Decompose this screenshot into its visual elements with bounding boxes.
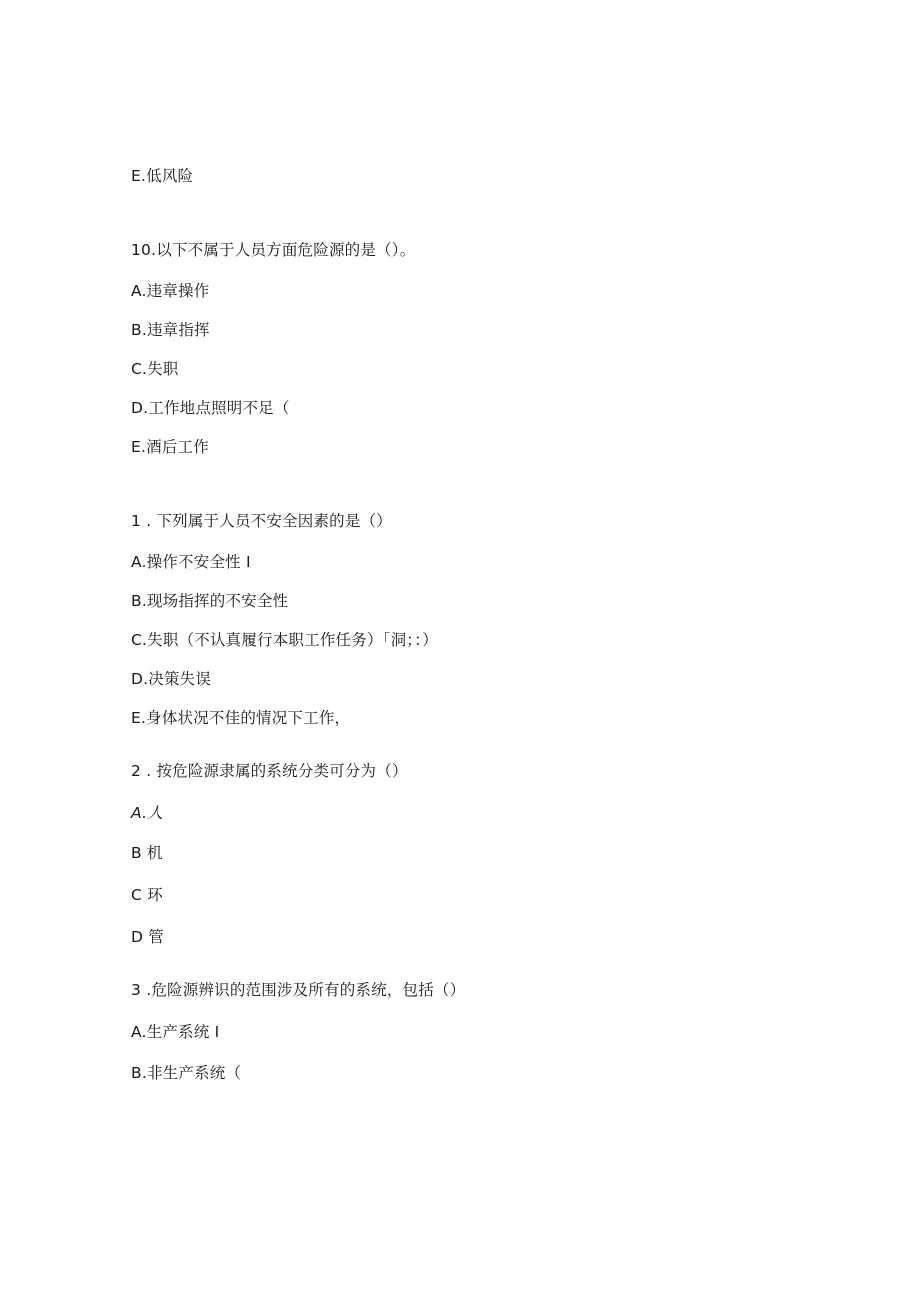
q1-option-a: A.操作不安全性 I <box>131 553 251 571</box>
question-2: 2 . 按危险源隶属的系统分类可分为（） <box>131 762 408 780</box>
q2-option-b: B 机 <box>131 844 163 862</box>
question-3: 3 .危险源辨识的范围涉及所有的系统，包括（） <box>131 981 466 999</box>
q10-option-c: C.失职 <box>131 360 179 378</box>
question-10: 10.以下不属于人员方面危险源的是（）。 <box>131 241 416 259</box>
q10-option-d: D.工作地点照明不足（ <box>131 399 290 417</box>
q1-option-c: C.失职（不认真履行本职工作任务）「洞；：） <box>131 631 438 649</box>
q1-option-d: D.决策失误 <box>131 670 212 688</box>
q3-option-a: A.生产系统 I <box>131 1023 220 1041</box>
q1-option-b: B.现场指挥的不安全性 <box>131 592 289 610</box>
q10-option-b: B.违章指挥 <box>131 321 210 339</box>
option-e-low-risk: E.低风险 <box>131 167 194 185</box>
question-1: 1 . 下列属于人员不安全因素的是（） <box>131 512 392 530</box>
q2-option-d: D 管 <box>131 928 164 946</box>
q2-option-a: A.人 <box>131 804 163 822</box>
q3-option-b: B.非生产系统（ <box>131 1064 242 1082</box>
q10-option-a: A.违章操作 <box>131 282 210 300</box>
q1-option-e: E.身体状况不佳的情况下工作， <box>131 709 351 727</box>
q10-option-e: E.酒后工作 <box>131 438 209 456</box>
q2-option-c: C 环 <box>131 886 163 904</box>
